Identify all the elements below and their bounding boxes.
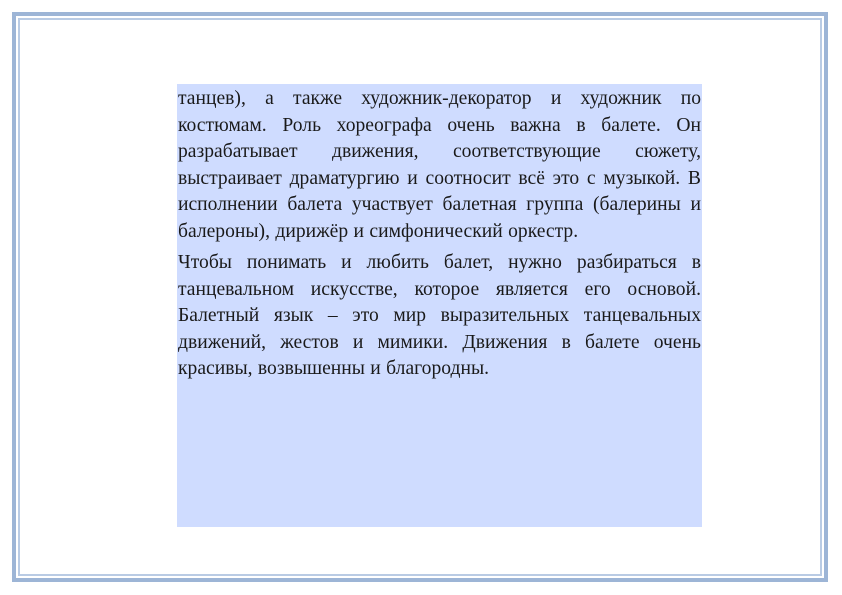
paragraph-2: Чтобы понимать и любить балет, нужно разбираться в танцевальном искусстве, которое является его основой. Балетный язык – это мир выразительных танцевальных движений, жестов и мимики. Движения в балете очень красивы, возвышенны и благородны.	[178, 252, 701, 379]
text-panel	[177, 84, 702, 527]
paragraph-1: танцев), а также художник-декоратор и художник по костюмам. Роль хореографа очень важна в балете. Он разрабатывает движения, соответствующие сюжету, выстраивает драматургию и соотносит всё это с музыкой. В исполнении балета участвует балетная группа (балерины и балероны), дирижёр и симфонический оркестр.	[178, 88, 701, 242]
